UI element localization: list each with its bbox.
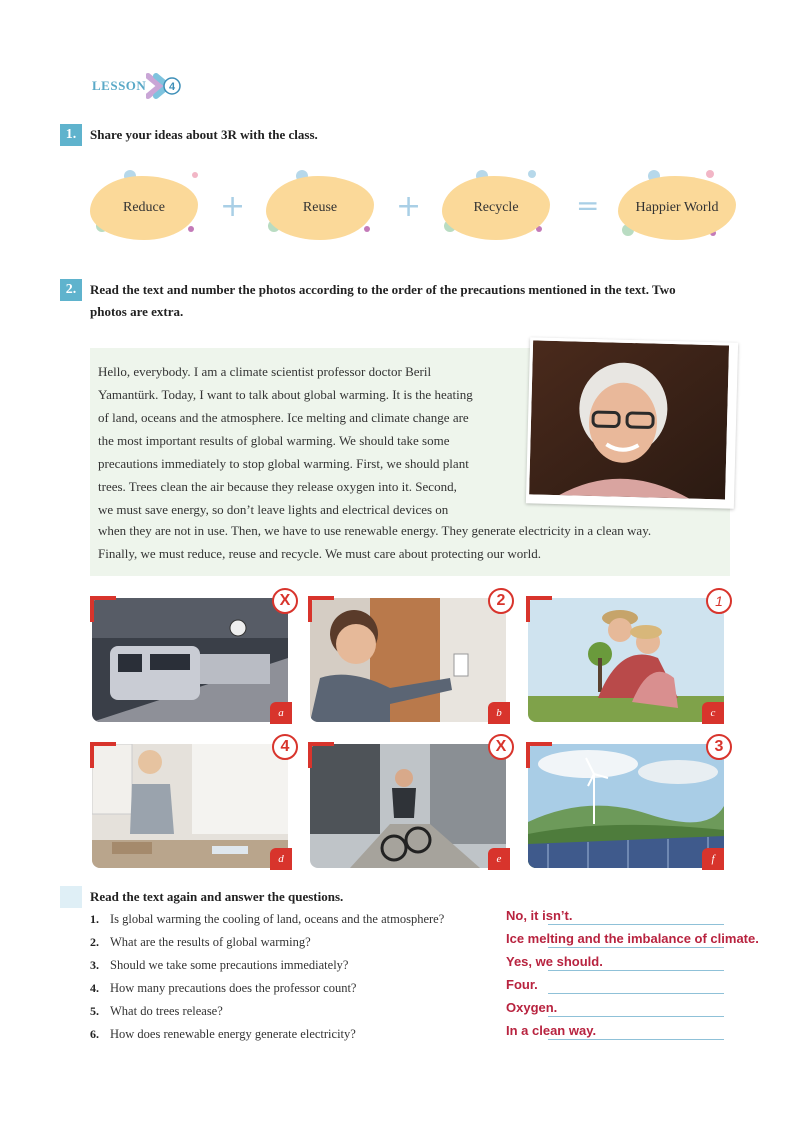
blob-reduce: Reduce	[90, 176, 198, 240]
equals-icon: =	[576, 189, 600, 222]
answer-line	[548, 924, 724, 925]
photo-letter-d: d	[270, 848, 292, 870]
photo-corner	[90, 596, 116, 622]
answer-line	[548, 993, 724, 994]
questions-list	[90, 908, 800, 1042]
photo-d-recycling	[92, 744, 288, 868]
question-number: 2.	[90, 935, 99, 949]
question-number: 1.	[90, 912, 99, 926]
photo-letter-f: f	[702, 848, 724, 870]
text-line: trees. Trees clean the air because they release oxygen into it. Second,	[98, 479, 457, 494]
text-line: we must save energy, so don’t leave lights and electrical devices on	[98, 502, 449, 517]
answer-text: In a clean way.	[506, 1023, 597, 1038]
section-1-instruction: Share your ideas about 3R with the class.	[90, 127, 318, 142]
photo-mark-a: X	[272, 588, 298, 614]
answer-line	[548, 947, 724, 948]
photo-letter-c: c	[702, 702, 724, 724]
question-number: 4.	[90, 981, 99, 995]
photo-letter-b: b	[488, 702, 510, 724]
photo-letter-a: a	[270, 702, 292, 724]
plus-icon: +	[220, 189, 246, 224]
blob-reuse: Reuse	[266, 176, 374, 240]
section-2-instruction: Read the text and number the photos according to the order of the precautions mentioned in the text. Two	[90, 282, 676, 297]
text-line: Yamantürk. Today, I want to talk about global warming. It is the heating	[98, 387, 473, 402]
text-line: Finally, we must reduce, reuse and recycle. We must care about protecting our world.	[98, 546, 541, 561]
answer-line	[548, 1016, 724, 1017]
photo-mark-c: 1	[706, 588, 732, 614]
text-line: precautions immediately to stop global warming. First, we should plant	[98, 456, 469, 471]
text-line: Hello, everybody. I am a climate scientist professor doctor Beril	[98, 364, 432, 379]
section-3-instruction: Read the text again and answer the questions.	[90, 889, 344, 904]
section-2-instruction-cont: photos are extra.	[90, 304, 184, 319]
photo-letter-e: e	[488, 848, 510, 870]
lesson-number: 4	[168, 81, 176, 93]
plus-icon: +	[396, 189, 422, 224]
photo-b-light-switch	[310, 598, 506, 722]
section-1-number: 1.	[60, 124, 82, 146]
answer-text: Ice melting and the imbalance of climate.	[506, 931, 759, 946]
photo-c-planting	[528, 598, 724, 722]
question-text: How does renewable energy generate electricity?	[110, 1027, 356, 1041]
answer-text: Four.	[506, 977, 538, 992]
question-text: What do trees release?	[110, 1004, 223, 1018]
question-text: Should we take some precautions immediately?	[110, 958, 349, 972]
blob-happier-world: Happier World	[618, 176, 736, 240]
professor-photo	[526, 337, 738, 508]
answer-text: Oxygen.	[506, 1000, 558, 1015]
photo-corner	[308, 742, 334, 768]
question-number: 6.	[90, 1027, 99, 1041]
question-text: What are the results of global warming?	[110, 935, 311, 949]
text-line: of land, oceans and the atmosphere. Ice melting and climate change are	[98, 410, 469, 425]
photo-corner	[526, 742, 552, 768]
answer-text: Yes, we should.	[506, 954, 603, 969]
photo-corner	[526, 596, 552, 622]
3r-diagram	[88, 168, 738, 248]
lesson-number-badge	[146, 72, 182, 100]
photo-f-renewable	[528, 744, 724, 868]
photo-mark-e: X	[488, 734, 514, 760]
photo-corner	[90, 742, 116, 768]
answer-text: No, it isn’t.	[506, 908, 573, 923]
question-text: How many precautions does the professor count?	[110, 981, 357, 995]
photo-mark-b: 2	[488, 588, 514, 614]
text-line: when they are not in use. Then, we have to use renewable energy. They generate electricity in a clean way.	[98, 523, 652, 538]
photo-mark-f: 3	[706, 734, 732, 760]
question-number: 3.	[90, 958, 99, 972]
photo-a-metro	[92, 598, 288, 722]
section-2-number: 2.	[60, 279, 82, 301]
photo-corner	[308, 596, 334, 622]
question-number: 5.	[90, 1004, 99, 1018]
section-3-number-box	[60, 886, 82, 908]
answer-line	[548, 970, 724, 971]
photo-mark-d: 4	[272, 734, 298, 760]
question-text: Is global warming the cooling of land, oceans and the atmosphere?	[110, 912, 445, 926]
text-line: the most important results of global warming. We should take some	[98, 433, 450, 448]
lesson-label: LESSON	[92, 78, 147, 93]
blob-recycle: Recycle	[442, 176, 550, 240]
photo-e-cycling	[310, 744, 506, 868]
answer-line	[548, 1039, 724, 1040]
